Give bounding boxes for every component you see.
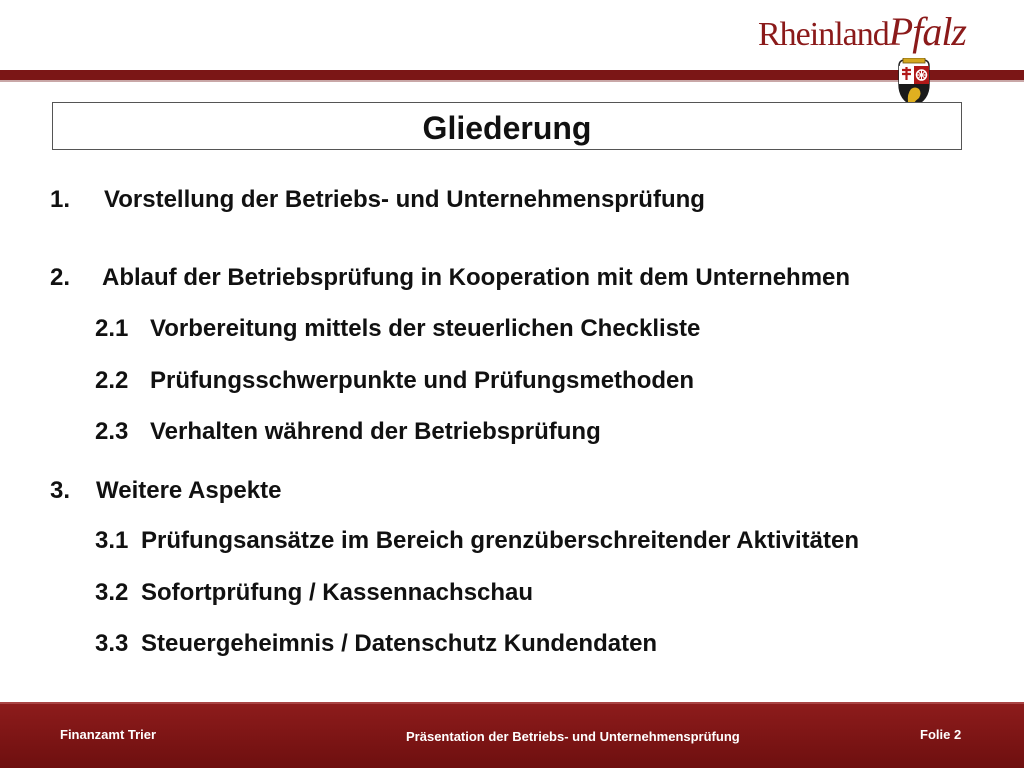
title-box: [52, 102, 962, 150]
footer-office: Finanzamt Trier: [60, 727, 157, 742]
outline-number: 2.3: [95, 418, 129, 445]
brand-logo-prefix: Rheinland: [758, 16, 889, 53]
outline-number: 3.: [50, 477, 71, 504]
outline-text: Ablauf der Betriebsprüfung in Kooperation mit dem Unternehmen: [102, 264, 851, 291]
brand-logo: [758, 8, 966, 55]
outline-text: Weitere Aspekte: [96, 477, 282, 504]
footer-presentation-title: Präsentation der Betriebs- und Unternehmensprüfung: [406, 729, 740, 744]
outline-number: 3.3: [95, 630, 129, 657]
outline-text: Vorstellung der Betriebs- und Unternehmensprüfung: [104, 186, 705, 213]
outline-number: 3.1: [95, 527, 129, 554]
outline-text: Vorbereitung mittels der steuerlichen Checkliste: [150, 315, 701, 342]
outline-text: Verhalten während der Betriebsprüfung: [150, 418, 601, 445]
outline-item-3-2: [95, 579, 533, 607]
outline-number: 2.: [50, 264, 71, 291]
outline-text: Steuergeheimnis / Datenschutz Kundendaten: [141, 630, 658, 657]
outline-item-2: [50, 264, 850, 292]
outline-item-2-2: [95, 367, 694, 395]
outline-item-3-1: [95, 527, 859, 555]
outline-item-3: [50, 477, 281, 505]
slide-title: Gliederung: [422, 110, 592, 146]
outline-text: Prüfungsschwerpunkte und Prüfungsmethoden: [150, 367, 695, 394]
outline-item-3-3: [95, 630, 657, 658]
outline-number: 3.2: [95, 579, 129, 606]
coat-of-arms-icon: [895, 58, 933, 108]
footer-bar: [0, 702, 1024, 768]
header-rule: [0, 70, 1024, 80]
outline-item-2-1: [95, 315, 700, 343]
brand-logo-suffix: Pfalz: [888, 9, 966, 54]
outline-text: Prüfungsansätze im Bereich grenzüberschreitender Aktivitäten: [141, 527, 859, 554]
footer-slide-number: Folie 2: [920, 727, 962, 742]
outline-text: Sofortprüfung / Kassennachschau: [141, 579, 534, 606]
outline-number: 2.2: [95, 367, 129, 394]
outline-item-2-3: [95, 418, 601, 446]
outline-number: 2.1: [95, 315, 129, 342]
outline-item-1: [50, 186, 705, 214]
outline-number: 1.: [50, 186, 71, 213]
